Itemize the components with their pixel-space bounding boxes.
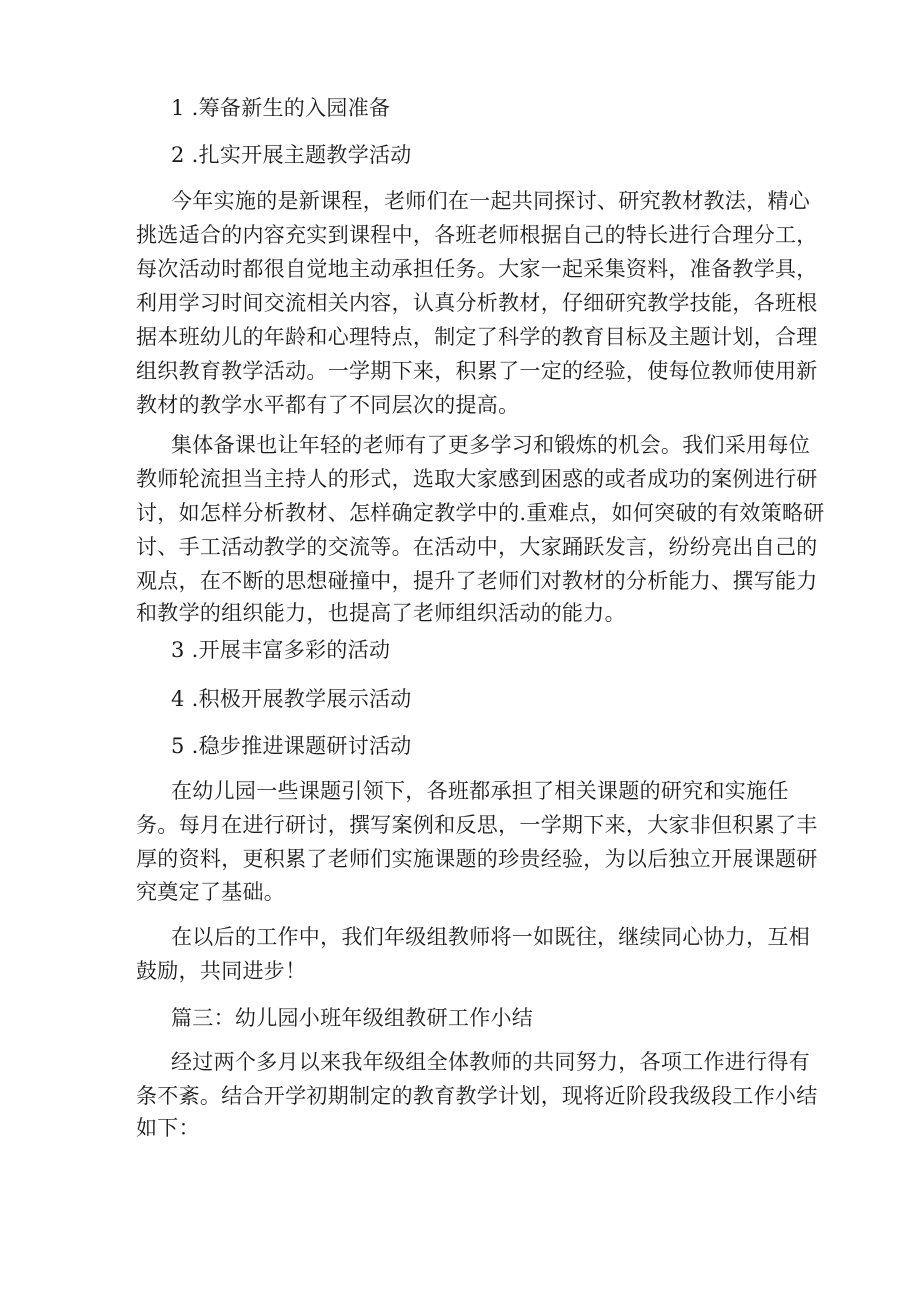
paragraph-2-line: 观点，在不断的思想碰撞中，提升了老师们对教材的分析能力、撰写能力 [136,569,818,593]
paragraph-1-line: 每次活动时都很自觉地主动承担任务。大家一起采集资料，准备教学具， [136,257,818,281]
paragraph-2-line: 讨，如怎样分析教材、怎样确定教学中的.重难点，如何突破的有效策略研 [136,501,825,525]
paragraph-2-line: 和教学的组织能力，也提高了老师组织活动的能力。 [136,601,626,625]
paragraph-3-line: 厚的资料，更积累了老师们实施课题的珍贵经验，为以后独立开展课题研 [136,847,818,871]
paragraph-2-line: 讨、手工活动教学的交流等。在活动中，大家踊跃发言，纷纷亮出自己的 [136,535,818,559]
item-2: 2 .扎实开展主题教学活动 [171,143,412,167]
item-3: 3 .开展丰富多彩的活动 [171,638,391,662]
item-5: 5 .稳步推进课题研讨活动 [171,734,412,758]
paragraph-5-line: 条不紊。结合开学初期制定的教育教学计划，现将近阶段我级段工作小结 [136,1084,818,1108]
paragraph-1-line: 组织教育教学活动。一学期下来，积累了一定的经验，使每位教师使用新 [136,359,818,383]
item-1: 1 .筹备新生的入园准备 [171,96,391,120]
paragraph-5-line: 经过两个多月以来我年级组全体教师的共同努力，各项工作进行得有 [171,1050,810,1074]
paragraph-4-line: 鼓励，共同进步！ [136,959,307,983]
section-title: 篇三：幼儿园小班年级组教研工作小结 [171,1006,534,1030]
paragraph-5-line: 如下： [136,1116,200,1140]
paragraph-1-line: 挑选适合的内容充实到课程中，各班老师根据自己的特长进行合理分工， [136,223,818,247]
paragraph-3-line: 在幼儿园一些课题引领下，各班都承担了相关课题的研究和实施任 [171,779,789,803]
paragraph-1-line: 今年实施的是新课程，老师们在一起共同探讨、研究教材教法，精心 [171,189,810,213]
paragraph-4-line: 在以后的工作中，我们年级组教师将一如既往，继续同心协力，互相 [171,925,810,949]
paragraph-3-line: 究奠定了基础。 [136,880,286,904]
paragraph-2-line: 教师轮流担当主持人的形式，选取大家感到困惑的或者成功的案例进行研 [136,467,818,491]
paragraph-3-line: 务。每月在进行研讨，撰写案例和反思，一学期下来，大家非但积累了丰 [136,813,818,837]
item-4: 4 .积极开展教学展示活动 [171,687,412,711]
paragraph-1-line: 据本班幼儿的年龄和心理特点，制定了科学的教育目标及主题计划，合理 [136,325,818,349]
paragraph-1-line: 教材的教学水平都有了不同层次的提高。 [136,393,520,417]
paragraph-2-line: 集体备课也让年轻的老师有了更多学习和锻炼的机会。我们采用每位 [171,433,810,457]
paragraph-1-line: 利用学习时间交流相关内容，认真分析教材，仔细研究教学技能，各班根 [136,291,818,315]
